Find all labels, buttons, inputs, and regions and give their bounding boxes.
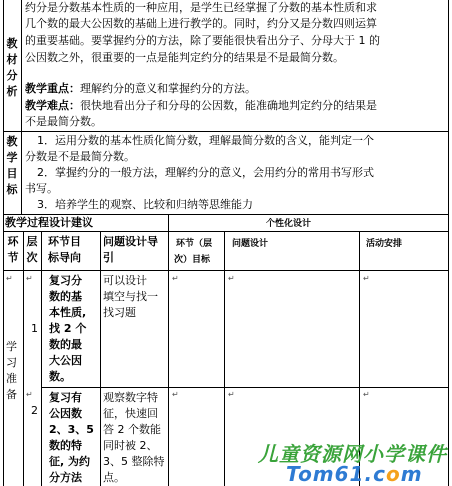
section-label-char: 学 <box>6 340 17 353</box>
paragraph-mark: ↵ <box>228 274 235 283</box>
analysis-paragraph-line: 几个数的最大公因数的基础上进行教学的。同时，约分又是分数四则运算 <box>25 17 377 30</box>
paragraph-mark: ↵ <box>6 274 13 283</box>
row-goal-line: 找 2 个 <box>49 322 87 335</box>
goals-label-char: 目 <box>6 167 18 180</box>
row1-bottom-rule <box>41 387 449 388</box>
paragraph-mark: ↵ <box>172 274 179 283</box>
col-header-link: 环 <box>7 235 19 248</box>
col-header-activity: 活动安排 <box>366 239 403 249</box>
table-border-right <box>448 0 449 486</box>
design-header-rule <box>3 231 449 232</box>
watermark-logo-part: .c <box>364 462 386 486</box>
goals-label-char: 学 <box>6 151 18 164</box>
row-goal-line: 复习有 <box>49 391 82 404</box>
paragraph-mark: ↵ <box>26 274 33 283</box>
row-goal-line: 数的基 <box>49 290 82 303</box>
watermark-logo-part: m <box>400 462 423 486</box>
analysis-paragraph-line: 的重要基础。要掌握约分的方法，除了要能很快看出分子、分母大于 1 的 <box>25 34 380 47</box>
col-divider-link <box>23 231 24 486</box>
design-header-right: 个性化设计 <box>266 219 312 229</box>
analysis-label-char: 材 <box>6 53 18 66</box>
section-label-char: 备 <box>6 388 17 401</box>
row-question-line: 找习题 <box>103 306 136 319</box>
goal-line: 1．运用分数的基本性质化简分数，理解最简分数的含义，能判定一个 <box>37 134 374 147</box>
difficulty-label: 教学难点： <box>25 99 80 112</box>
row-goal-line: 本性质, <box>49 306 87 319</box>
row-goal-line: 复习分 <box>49 274 82 287</box>
col-header-question: 引 <box>103 251 114 264</box>
row-level: 1 <box>31 322 38 335</box>
key-point-label: 教学重点： <box>25 82 80 95</box>
row-level: 2 <box>31 404 38 417</box>
goal-line: 3．培养学生的观察、比较和归纳等思维能力 <box>37 198 253 211</box>
paragraph-mark: ↵ <box>172 390 179 399</box>
design-header-left: 教学过程设计建议 <box>5 216 93 229</box>
row-goal-line: 分方法 <box>49 471 82 484</box>
paragraph-mark: ↵ <box>26 390 33 399</box>
analysis-label-char: 析 <box>6 85 18 98</box>
row-goal-line: 大公因 <box>49 354 82 367</box>
paragraph-mark: ↵ <box>363 390 370 399</box>
goals-label-char: 标 <box>6 183 18 196</box>
analysis-label-char: 教 <box>6 37 18 50</box>
col-divider-personal-link <box>224 231 225 486</box>
col-divider-level <box>41 231 42 486</box>
analysis-bottom-rule <box>3 131 449 132</box>
row-question-line: 3、5 整除特 <box>103 455 165 468</box>
column-header-rule <box>3 270 449 271</box>
col-divider-question <box>168 214 169 486</box>
watermark-logo-part: o <box>385 462 401 486</box>
col-header-question: 问题设计导 <box>103 235 158 248</box>
row-question-line: 观察数字特 <box>103 391 158 404</box>
row-goal-line: 2、3、5 <box>49 423 94 436</box>
section-label-char: 准 <box>6 372 17 385</box>
goal-line: 2．掌握约分的一般方法，理解约分的意义，会用约分的常用书写形式 <box>37 166 374 179</box>
row-goal-line: 数。 <box>49 370 71 383</box>
row-question-line: 点。 <box>103 471 125 484</box>
row-question-line: 可以设计 <box>103 274 147 287</box>
label-column-divider <box>21 0 22 214</box>
key-point-text: 理解约分的意义和掌握约分的方法。 <box>80 82 256 95</box>
col-header-goal: 环节目 <box>48 235 81 248</box>
col-header-personal-question: 问题设计 <box>232 239 269 249</box>
goals-label-char: 教 <box>6 135 18 148</box>
col-divider-goal <box>100 231 101 486</box>
key-point <box>25 81 256 97</box>
watermark-title: 儿童资源网小学课件 <box>258 442 447 466</box>
col-header-personal-link: 次）目标 <box>174 255 211 265</box>
row-question-line: 答 2 个数能 <box>103 423 161 436</box>
col-header-goal: 标导向 <box>48 251 81 264</box>
analysis-paragraph-line: 约分是分数基本性质的一种应用，是学生已经掌握了分数的基本性质和求 <box>25 1 377 14</box>
goal-line: 分数是不是最简分数。 <box>25 150 135 163</box>
row-goal-line: 公因数 <box>49 407 82 420</box>
watermark-logo <box>286 462 423 486</box>
watermark-logo-part: Tom61 <box>286 462 365 486</box>
row-question-line: 同时被 2、 <box>103 439 158 452</box>
difficulty-text: 很快地看出分子和分母的公因数，能准确地判定约分的结果是 <box>80 99 377 112</box>
analysis-paragraph-line: 公因数之外，很重要的一点是能判定约分的结果是不是最简分数。 <box>25 51 344 64</box>
analysis-label-char: 分 <box>6 69 18 82</box>
row-goal-line: 数的特 <box>49 439 82 452</box>
row-goal-line: 征, 为约 <box>49 455 91 468</box>
col-header-level: 层 <box>26 235 38 248</box>
difficulty-text-continued: 不是最简分数。 <box>25 115 102 128</box>
paragraph-mark: ↵ <box>228 390 235 399</box>
paragraph-mark: ↵ <box>363 274 370 283</box>
goal-line: 书写。 <box>25 182 58 195</box>
row-question-line: 征，快速回 <box>103 407 158 420</box>
row-goal-line: 数的最 <box>49 338 82 351</box>
row-question-line: 填空与找一 <box>103 290 158 303</box>
section-label-char: 习 <box>6 356 17 369</box>
col-header-level: 次 <box>26 251 38 264</box>
col-header-link: 节 <box>7 251 19 264</box>
col-header-personal-link: 环节（层 <box>176 239 213 249</box>
difficulty-point <box>25 98 377 114</box>
table-border-left <box>3 0 4 486</box>
